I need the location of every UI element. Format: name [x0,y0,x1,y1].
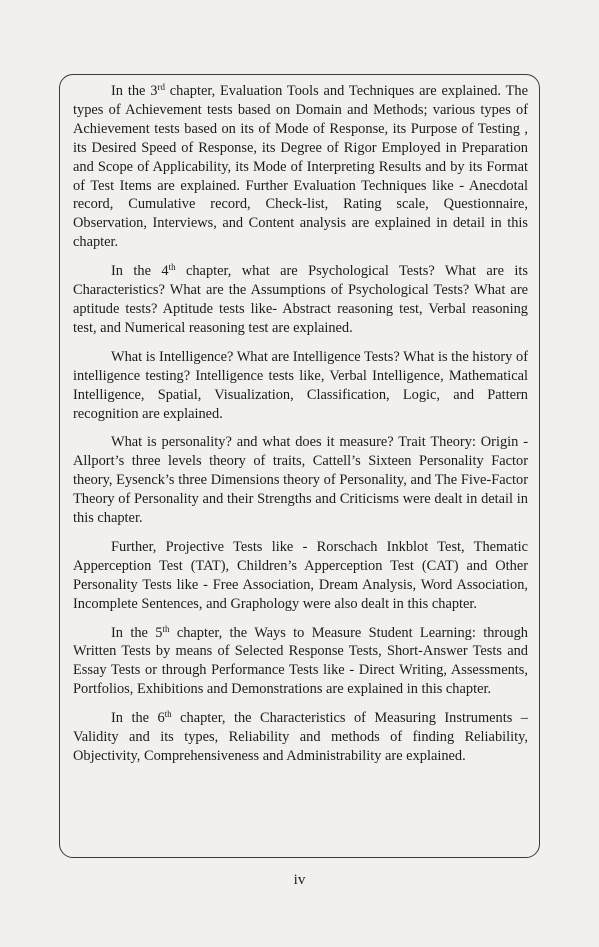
body-text [73,82,528,776]
paragraph-personality: What is personality? and what does it measure? Trait Theory: Origin - Allport’s three levels theory of traits, Cattell’s Sixteen Personality Factor theory, Eysenck’s three Dimensions theory of Personality, and The Five-Factor Theory of Personality and their Strengths and Criticisms were dealt in detail in this chapter. [73,434,528,527]
paragraph-chapter-5: In the 5th chapter, the Ways to Measure Student Learning: through Written Tests by means of Selected Response Tests, Short-Answer Tests and Essay Tests or through Performance Tests like - Direct Writing, Assessments, Portfolios, Exhibitions and Demonstrations are explained in this chapter. [73,623,528,698]
paragraph-chapter-6: In the 6th chapter, the Characteristics of Measuring Instruments – Validity and its types, Reliability and methods of finding Reliability, Objectivity, Comprehensiveness and Administrability are explained. [73,709,528,764]
paragraph-intelligence: What is Intelligence? What are Intelligence Tests? What is the history of intelligence testing? Intelligence tests like, Verbal Intelligence, Mathematical Intelligence, Spatial, Visualization, Classification, Logic, and Pattern recognition are explained. [73,348,528,422]
paragraph-projective-tests: Further, Projective Tests like - Rorschach Inkblot Test, Thematic Apperception Test (TAT), Children’s Apperception Test (CAT) and Other Personality Tests like - Free Association, Dream Analysis, Word Association, Incomplete Sentences, and Graphology were also dealt in this chapter. [73,538,528,612]
paragraph-chapter-3: In the 3rd chapter, Evaluation Tools and Techniques are explained. The types of Achievement tests based on Domain and Methods; various types of Achievement tests based on its of Mode of Response, its Purpose of Testing , its Desired Speed of Response, its Degree of Rigor Employed in Preparation and Scope of Applicability, its Mode of Interpreting Results and by its Format of Test Items are explained. Further Evaluation Techniques like - Anecdotal record, Cumulative record, Check-list, Rating scale, Questionnaire, Observation, Interviews, and Content analysis are explained in detail in this chapter. [73,82,528,251]
paragraph-chapter-4: In the 4th chapter, what are Psychological Tests? What are its Characteristics? What are the Assumptions of Psychological Tests? What are aptitude tests? Aptitude tests like- Abstract reasoning test, Verbal reasoning test, and Numerical reasoning test are explained. [73,262,528,336]
page-number: iv [293,872,306,888]
